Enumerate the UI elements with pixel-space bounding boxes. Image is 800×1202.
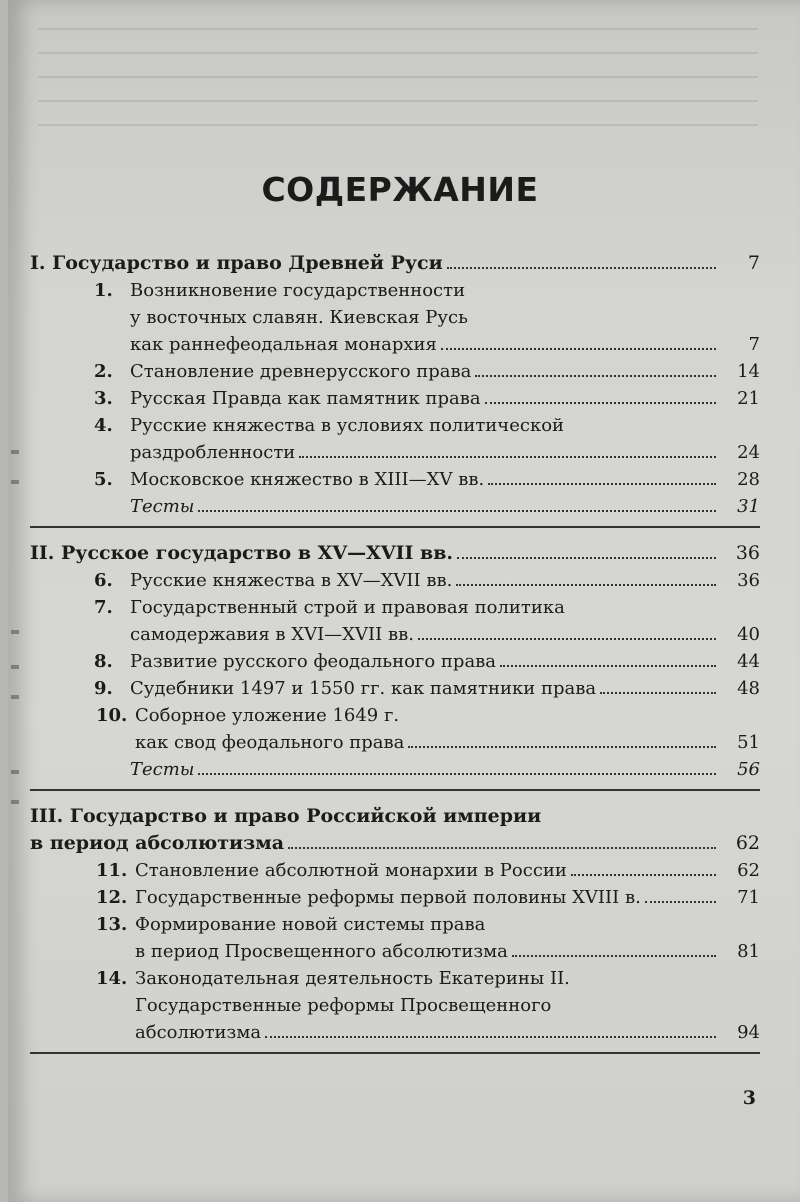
chapter-number: 8. <box>94 651 113 672</box>
entry-text <box>130 385 760 412</box>
dot-leader <box>485 402 716 404</box>
dot-leader <box>198 510 716 512</box>
dot-leader <box>265 1036 716 1038</box>
entry-line-text: Становление древнерусского права <box>130 361 472 382</box>
entry-line-text: Московское княжество в XIII—XV вв. <box>130 469 485 490</box>
entry-line <box>130 675 760 702</box>
chapter-number: 10. <box>96 705 128 726</box>
entry-line-text: как раннефеодальная монархия <box>130 334 437 355</box>
entry-line <box>135 857 760 884</box>
page-ref: 7 <box>748 334 760 355</box>
entry-row <box>96 884 760 911</box>
toc-entry[interactable] <box>30 702 760 756</box>
page-ref: 14 <box>737 361 760 382</box>
entry-line-text: Законодательная деятельность Екатерины II. <box>135 968 570 989</box>
entry-text <box>135 702 760 756</box>
chapter-number: 3. <box>94 388 113 409</box>
chapter-number: 12. <box>96 887 128 908</box>
page-ref: 28 <box>737 469 760 490</box>
entry-line <box>130 304 760 331</box>
chapter-number: 6. <box>94 570 113 591</box>
toc-entry[interactable] <box>30 965 760 1046</box>
toc-section <box>30 803 760 1054</box>
chapter-number: 2. <box>94 361 113 382</box>
toc-entry[interactable] <box>30 466 760 493</box>
dot-leader <box>198 773 716 775</box>
entry-line <box>135 1019 760 1046</box>
entry-line-text: Судебники 1497 и 1550 гг. как памятники права <box>130 678 597 699</box>
entry-text <box>135 884 760 911</box>
toc-section <box>30 540 760 791</box>
entry-line <box>135 702 760 729</box>
toc-entry[interactable] <box>30 648 760 675</box>
entry-row <box>96 857 760 884</box>
page-number: 3 <box>742 1087 756 1109</box>
dot-leader <box>571 874 716 876</box>
entry-line <box>130 621 760 648</box>
toc-entry[interactable] <box>30 675 760 702</box>
toc-entry-tests[interactable] <box>30 756 760 783</box>
dot-leader <box>500 665 716 667</box>
entry-line <box>130 756 760 783</box>
entry-line <box>130 358 760 385</box>
entry-line-text: самодержавия в XVI—XVII вв. <box>130 624 414 645</box>
chapter-number: 7. <box>94 597 113 618</box>
entry-row <box>94 648 760 675</box>
toc-entry[interactable] <box>30 277 760 358</box>
chapter-number: 11. <box>96 860 128 881</box>
entry-row <box>94 277 760 358</box>
entry-line <box>130 385 760 412</box>
chapter-number: 5. <box>94 469 113 490</box>
entry-line-text: раздробленности <box>130 442 296 463</box>
entry-line <box>130 594 760 621</box>
dot-leader <box>418 638 716 640</box>
section-title: I. Государство и право Древней Руси <box>30 252 443 274</box>
toc-entry[interactable] <box>30 358 760 385</box>
dot-leader <box>457 557 716 559</box>
entry-line <box>135 911 760 938</box>
entry-text <box>130 594 760 648</box>
page-ref: 62 <box>735 832 760 854</box>
page-ref: 40 <box>737 624 760 645</box>
dot-leader <box>475 375 716 377</box>
entry-line <box>130 648 760 675</box>
dot-leader <box>645 901 716 903</box>
page-ref: 44 <box>737 651 760 672</box>
toc-entry[interactable] <box>30 884 760 911</box>
page-ref: 62 <box>737 860 760 881</box>
entry-row <box>96 702 760 756</box>
show-through-text <box>38 6 758 156</box>
toc-entry[interactable] <box>30 857 760 884</box>
entry-text <box>130 567 760 594</box>
dot-leader <box>456 584 716 586</box>
page-ref: 31 <box>737 496 760 517</box>
entry-text <box>130 675 760 702</box>
dot-leader <box>441 348 716 350</box>
entry-line-text: Русские княжества в условиях политической <box>130 415 565 436</box>
entry-line <box>130 412 760 439</box>
entry-line-text: Возникновение государственности <box>130 280 466 301</box>
entry-row <box>94 385 760 412</box>
entry-line <box>130 331 760 358</box>
table-of-contents <box>30 250 760 1054</box>
entry-row <box>94 358 760 385</box>
toc-entry-tests[interactable] <box>30 493 760 520</box>
entry-row <box>94 594 760 648</box>
page-ref: 81 <box>737 941 760 962</box>
entry-line <box>30 540 760 567</box>
entry-line <box>135 965 760 992</box>
entry-row <box>94 466 760 493</box>
dot-leader <box>600 692 716 694</box>
entry-line-text: Соборное уложение 1649 г. <box>135 705 400 726</box>
entry-line-text: Русские княжества в XV—XVII вв. <box>130 570 453 591</box>
page-ref: 36 <box>737 570 760 591</box>
page-ref: 24 <box>737 442 760 463</box>
section-title: II. Русское государство в XV—XVII вв. <box>30 542 454 564</box>
toc-entry[interactable] <box>30 594 760 648</box>
chapter-number: 4. <box>94 415 113 436</box>
entry-text <box>130 277 760 358</box>
entry-text <box>135 965 760 1046</box>
dot-leader <box>408 746 716 748</box>
entry-text <box>30 803 760 857</box>
dot-leader <box>447 267 716 269</box>
page-ref: 7 <box>747 252 760 274</box>
entry-line-text: Государственный строй и правовая политика <box>130 597 565 618</box>
chapter-number: 13. <box>96 914 128 935</box>
page-ref: 94 <box>737 1022 760 1043</box>
entry-line-text: у восточных славян. Киевская Русь <box>130 307 468 328</box>
entry-row <box>96 965 760 1046</box>
entry-line <box>30 803 760 830</box>
binding-edge-marks <box>8 430 24 850</box>
entry-line <box>135 729 760 756</box>
entry-text <box>130 648 760 675</box>
entry-line <box>130 493 760 520</box>
toc-section <box>30 250 760 528</box>
entry-line-text: Становление абсолютной монархии в России <box>135 860 567 881</box>
entry-line-text: III. Государство и право Российской империи <box>30 805 542 827</box>
entry-line <box>135 938 760 965</box>
entry-line <box>135 884 760 911</box>
page-ref: 51 <box>737 732 760 753</box>
toc-entry[interactable] <box>30 911 760 965</box>
toc-entry[interactable] <box>30 567 760 594</box>
entry-line <box>130 466 760 493</box>
entry-line-text: абсолютизма <box>135 1022 262 1043</box>
page-ref: 21 <box>737 388 760 409</box>
toc-title: СОДЕРЖАНИЕ <box>261 170 539 209</box>
entry-line <box>30 830 760 857</box>
entry-line-text: Развитие русского феодального права <box>130 651 497 672</box>
entry-line <box>130 277 760 304</box>
entry-line-text: как свод феодального права <box>135 732 405 753</box>
entry-line-text: Формирование новой системы права <box>135 914 486 935</box>
entry-line-text: в период абсолютизма <box>30 832 285 854</box>
entry-line-text: в период Просвещенного абсолютизма <box>135 941 508 962</box>
page-ref: 36 <box>735 542 760 564</box>
entry-line <box>30 250 760 277</box>
section-heading[interactable] <box>30 250 760 277</box>
section-heading[interactable] <box>30 803 760 857</box>
entry-line-text: Государственные реформы Просвещенного <box>135 995 552 1016</box>
entry-line <box>135 992 760 1019</box>
entry-row <box>94 675 760 702</box>
entry-text <box>130 412 760 466</box>
page-ref: 48 <box>737 678 760 699</box>
entry-text <box>135 857 760 884</box>
entry-line <box>130 439 760 466</box>
entry-line-text: Русская Правда как памятник права <box>130 388 481 409</box>
dot-leader <box>488 483 716 485</box>
chapter-number: 9. <box>94 678 113 699</box>
toc-entry[interactable] <box>30 385 760 412</box>
tests-label: Тесты <box>130 496 195 517</box>
page-ref: 71 <box>737 887 760 908</box>
entry-text <box>130 358 760 385</box>
tests-label: Тесты <box>130 759 195 780</box>
entry-text <box>135 911 760 965</box>
toc-entry[interactable] <box>30 412 760 466</box>
entry-line-text: Государственные реформы первой половины XVIII в. <box>135 887 641 908</box>
dot-leader <box>299 456 716 458</box>
page-ref: 56 <box>737 759 760 780</box>
chapter-number: 14. <box>96 968 128 989</box>
entry-row <box>96 911 760 965</box>
section-heading[interactable] <box>30 540 760 567</box>
entry-row <box>94 412 760 466</box>
chapter-number: 1. <box>94 280 113 301</box>
dot-leader <box>288 847 716 849</box>
dot-leader <box>512 955 716 957</box>
entry-line <box>130 567 760 594</box>
entry-row <box>94 567 760 594</box>
entry-text <box>130 466 760 493</box>
